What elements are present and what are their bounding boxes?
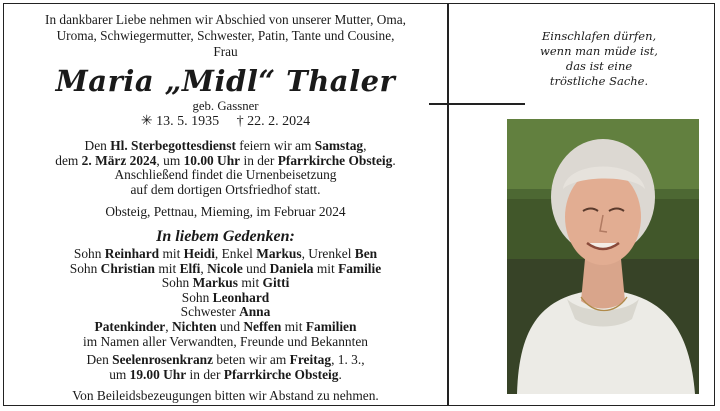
family-row-2: Sohn Christian mit Elfi, Nicole und Daniela mit Familie	[69, 260, 382, 276]
birth-name: geb. Gassner	[192, 99, 259, 113]
life-dates	[4, 114, 447, 130]
service-line-4: auf dem dortigen Ortsfriedhof statt.	[130, 181, 321, 197]
place-date: Obsteig, Pettnau, Mieming, im Februar 2024	[105, 204, 346, 219]
quote-line-1: Einschlafen dürfen,	[541, 29, 657, 43]
rosary-line-1: Den Seelenrosenkranz beten wir am Freitag, 1. 3.,	[86, 352, 365, 367]
condolence-note: Von Beileidsbezeugungen bitten wir Abstand zu nehmen.	[72, 388, 379, 403]
service-line-1: Den Hl. Sterbegottesdienst feiern wir am Samstag,	[84, 138, 367, 153]
obituary-text-column	[4, 4, 447, 405]
rosary-line-2: um 19.00 Uhr in der Pfarrkirche Obsteig.	[109, 366, 342, 382]
died-date: 22. 2. 2024	[247, 114, 311, 129]
obituary-card	[3, 3, 715, 406]
family-row-6: Patenkinder, Nichten und Neffen mit Familien	[94, 319, 357, 334]
intro-line-1: In dankbarer Liebe nehmen wir Abschied von unserer Mutter, Oma,	[45, 12, 406, 27]
service-line-3: Anschließend findet die Urnenbeisetzung	[114, 167, 337, 183]
family-row-4: Sohn Leonhard	[181, 289, 270, 305]
service-line-2: dem 2. März 2024, um 10.00 Uhr in der Pfarrkirche Obsteig.	[55, 152, 396, 168]
died-symbol-icon: †	[236, 114, 244, 129]
family-row-1: Sohn Reinhard mit Heidi, Enkel Markus, Urenkel Ben	[73, 246, 378, 261]
portrait-illustration	[507, 119, 699, 394]
quote	[504, 29, 694, 89]
column-divider	[447, 4, 449, 405]
born-date: 13. 5. 1935	[156, 114, 220, 129]
portrait-photo	[507, 119, 699, 394]
quote-line-3: das ist eine	[565, 59, 633, 73]
intro-line-3: Frau	[213, 44, 238, 59]
memory-heading: In liebem Gedenken:	[156, 228, 295, 245]
family-row-5: Schwester Anna	[180, 304, 271, 320]
intro-line-2: Uroma, Schwiegermutter, Schwester, Patin, Tante und Cousine,	[56, 28, 395, 43]
horizontal-rule	[429, 103, 525, 105]
deceased-name: Maria „Midl“ Thaler	[55, 64, 396, 98]
family-row-7: im Namen aller Verwandten, Freunde und Bekannten	[83, 333, 368, 349]
born-symbol-icon: ✳	[140, 114, 153, 129]
family-row-3: Sohn Markus mit Gitti	[161, 275, 290, 291]
quote-line-2: wenn man müde ist,	[540, 44, 658, 58]
quote-line-4: tröstliche Sache.	[549, 74, 649, 88]
